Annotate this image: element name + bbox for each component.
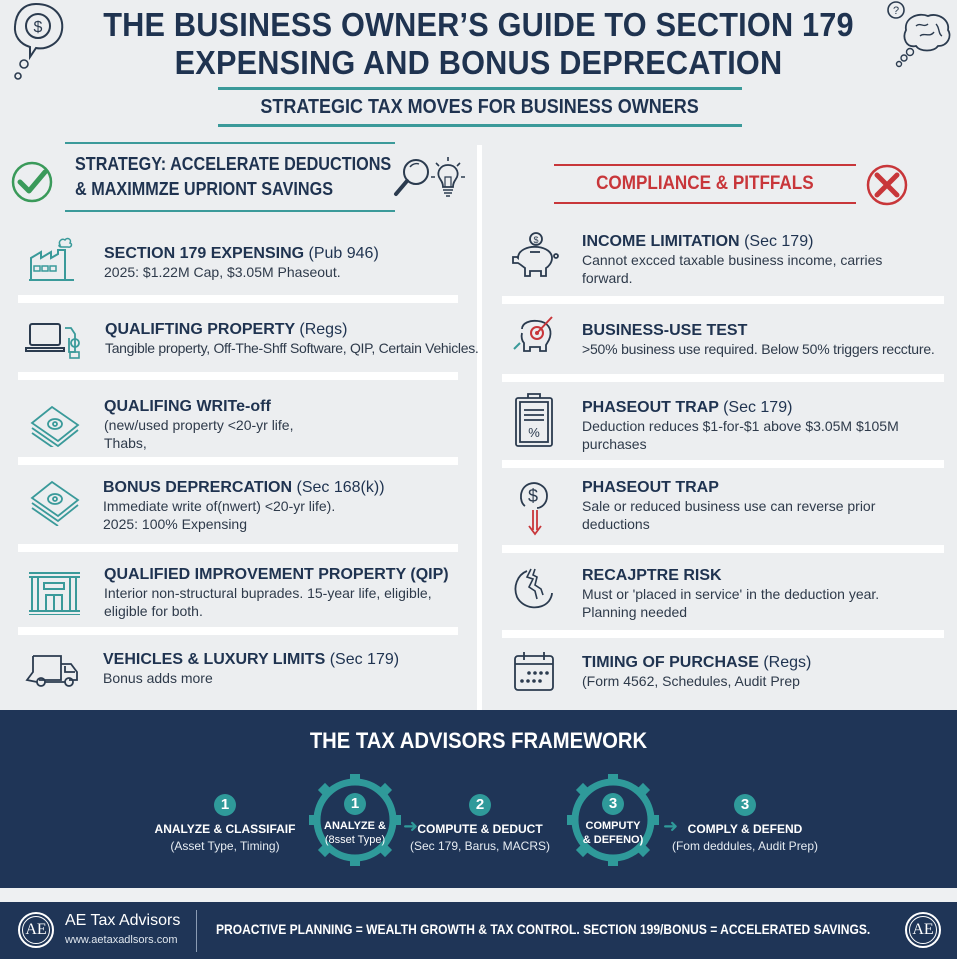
dollar-down-icon: [515, 478, 555, 543]
item-desc-2: Planning needed: [582, 604, 688, 620]
row-separator: [502, 630, 944, 638]
strategy-item-qualifying-property: [25, 318, 495, 368]
subtitle-banner: [218, 87, 742, 127]
strategy-heading-line-1: STRATEGY: ACCELERATE DEDUCTIONS: [75, 154, 392, 174]
item-title: PHASEOUT TRAP: [582, 479, 719, 496]
arrow-right-icon: ➜: [663, 816, 679, 836]
item-desc: Tangible property, Off-The-Shff Software, QIP, Certain Vehicles.: [105, 340, 479, 356]
item-desc: (Form 4562, Schedules, Audit Prep: [582, 673, 800, 689]
item-desc-2: deductions: [582, 516, 650, 532]
strategy-item-qip: [28, 565, 478, 625]
footer: [0, 902, 957, 959]
svg-text:%: %: [528, 425, 540, 440]
framework-step-2: [405, 794, 555, 853]
item-desc: Must or 'placed in service' in the deduction year.: [582, 586, 880, 602]
strategy-heading: [65, 142, 395, 212]
item-title: BONUS DEPRERCATION: [103, 479, 293, 496]
item-desc: Immediate write of(nwert) <20-yr life).: [103, 498, 336, 514]
step-number: 1: [344, 793, 366, 815]
step-number: 3: [602, 793, 624, 815]
ae-logo: AE: [18, 912, 54, 948]
laptop-machine-icon: [25, 318, 85, 367]
item-ref: (Sec 168(k)): [296, 479, 385, 496]
strategy-item-bonus-depreciation: [30, 478, 460, 543]
broken-circle-icon: [513, 565, 555, 616]
item-desc: Interior non-structural buprades. 15-year life, eligible,: [104, 585, 432, 601]
row-separator: [502, 460, 944, 468]
ae-logo-right: AE: [905, 912, 941, 948]
item-title: QUALIFTING PROPERTY: [105, 321, 295, 338]
footer-divider: [196, 910, 197, 952]
item-desc: 2025: $1.22M Cap, $3.05M Phaseout.: [104, 264, 341, 280]
item-title: QUALIFIED IMPROVEMENT PROPERTY (QIP): [104, 566, 449, 583]
framework-gear-1: [307, 772, 403, 868]
factory-icon: [28, 236, 78, 287]
item-ref: (Sec 179): [723, 399, 793, 416]
money-stack-icon: [30, 401, 82, 452]
compliance-item-phaseout-trap: [514, 392, 954, 457]
x-circle-icon: [865, 163, 909, 212]
calendar-icon: [513, 650, 557, 699]
item-desc-2: forward.: [582, 270, 633, 286]
piggy-bank-icon: [510, 230, 562, 287]
row-separator: [502, 374, 944, 382]
step-label: ANALYZE & CLASSIFAIF: [154, 822, 296, 836]
framework-step-3: [665, 794, 825, 853]
item-desc-2: 2025: 100% Expensing: [103, 516, 247, 532]
row-separator: [502, 296, 944, 304]
item-title: SECTION 179 EXPENSING: [104, 245, 305, 262]
magnifier-icon: [392, 155, 432, 205]
title-line-1: THE BUSINESS OWNER’S GUIDE TO SECTION 179: [103, 6, 854, 43]
row-separator: [18, 627, 458, 635]
step-label: COMPUTE & DEDUCT: [417, 822, 543, 836]
building-icon: [28, 569, 82, 620]
step-sub: & DEFENO): [582, 834, 644, 846]
clipboard-percent-icon: [514, 392, 556, 453]
page-title: [33, 6, 923, 82]
framework-gear-2: [565, 772, 661, 868]
step-label: COMPUTY: [585, 820, 641, 832]
item-title: BUSINESS-USE TEST: [582, 322, 748, 339]
item-ref: (Regs): [299, 321, 348, 338]
svg-text:$: $: [527, 486, 539, 506]
compliance-item-phaseout-trap-2: [515, 478, 955, 543]
item-desc: Bonus adds more: [103, 670, 213, 686]
strategy-item-qualifying-writeoff: [30, 395, 460, 460]
row-separator: [502, 545, 944, 553]
item-title: PHASEOUT TRAP: [582, 399, 719, 416]
item-desc: (new/used property <20-yr life,: [104, 417, 294, 433]
framework-title: THE TAX ADVISORS FRAMEWORK: [309, 728, 648, 753]
truck-icon: [25, 652, 83, 693]
item-desc-2: purchases: [582, 436, 647, 452]
framework-step-1: [150, 794, 300, 853]
strategy-item-section-179: [28, 236, 458, 296]
step-sub: (Sec 179, Barus, MACRS): [409, 839, 551, 853]
svg-text:$: $: [33, 19, 43, 36]
row-separator: [18, 544, 458, 552]
row-separator: [18, 295, 458, 303]
footer-tagline: PROACTIVE PLANNING = WEALTH GROWTH & TAX CONTROL. SECTION 199/BONUS = ACCELERATED SAVINGS.: [216, 921, 871, 937]
item-desc: >50% business use required. Below 50% triggers reccture.: [582, 341, 935, 357]
compliance-item-income-limitation: [510, 230, 950, 290]
item-title: TIMING OF PURCHASE: [582, 654, 759, 671]
step-number: 2: [469, 794, 491, 816]
item-desc-2: Thabs,: [104, 435, 147, 451]
item-ref: (Sec 179): [744, 233, 814, 250]
svg-text:$: $: [533, 235, 539, 245]
arrow-right-icon: ➜: [403, 816, 419, 836]
row-separator: [18, 457, 458, 465]
footer-gap: [0, 888, 957, 902]
money-stack-icon: [30, 480, 82, 531]
step-sub: (Asset Type, Timing): [170, 839, 280, 853]
item-ref: (Sec 179): [329, 651, 400, 668]
item-title: INCOME LIMITATION: [582, 233, 740, 250]
compliance-item-recapture-risk: [513, 565, 953, 625]
compliance-item-business-use-test: [512, 315, 957, 365]
target-icon: [512, 315, 560, 362]
brand-url[interactable]: www.aetaxadlsors.com: [65, 934, 178, 946]
column-divider: [477, 145, 482, 710]
item-desc-2: eligible for both.: [104, 603, 203, 619]
item-desc: Cannot excced taxable business income, carries: [582, 252, 883, 268]
item-desc: Deduction reduces $1-for-$1 above $3.05M $105M: [582, 418, 899, 434]
item-title: RECAJPTRE RISK: [582, 567, 722, 584]
title-line-2: EXPENSING AND BONUS DEPRECATION: [174, 44, 783, 81]
strategy-heading-line-2: & MAXIMMZE UPRIONT SAVINGS: [75, 179, 334, 199]
row-separator: [18, 372, 458, 380]
step-sub: (Fom deddules, Audit Prep): [671, 839, 819, 853]
lightbulb-icon: [430, 155, 466, 208]
check-circle-icon: [10, 160, 54, 209]
item-title: QUALIFING WRITe-off: [104, 398, 271, 415]
brand-name: AE Tax Advisors: [65, 912, 181, 929]
step-number: 3: [734, 794, 756, 816]
strategy-item-vehicles: [25, 650, 455, 700]
item-desc: Sale or reduced business use can reverse prior: [582, 498, 876, 514]
item-ref: (Regs): [763, 654, 812, 671]
step-sub: (8sset Type): [324, 834, 386, 846]
step-label: ANALYZE &: [324, 820, 386, 832]
compliance-item-timing-of-purchase: [513, 650, 953, 700]
item-title: VEHICLES & LUXURY LIMITS: [103, 651, 326, 668]
compliance-heading: [554, 164, 856, 204]
step-number: 1: [214, 794, 236, 816]
svg-text:?: ?: [892, 5, 900, 17]
subtitle: STRATEGIC TAX MOVES FOR BUSINESS OWNERS: [260, 95, 700, 118]
step-label: COMPLY & DEFEND: [687, 822, 803, 836]
framework-panel: [0, 710, 957, 888]
compliance-heading-text: COMPLIANCE & PITFFALS: [596, 173, 814, 194]
item-ref: (Pub 946): [308, 245, 379, 262]
